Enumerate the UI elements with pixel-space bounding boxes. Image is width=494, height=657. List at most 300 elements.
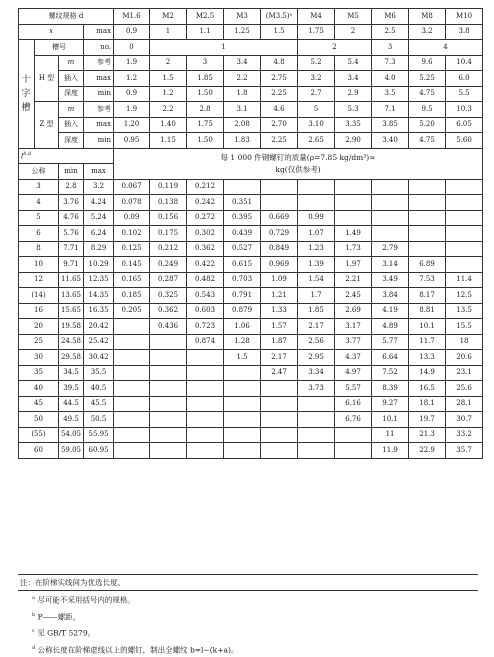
mass-value [224,443,261,459]
z-max-value: 2.08 [224,117,261,133]
size-header: M10 [446,9,483,25]
h-max-value: 1.85 [187,71,224,87]
pitch-value: 1.1 [187,24,224,40]
length-min-label: min [59,164,84,180]
mass-value: 6.76 [335,412,372,428]
z-max-value: 6.05 [446,117,483,133]
mass-value [298,396,335,412]
h-m-value: 5.4 [335,55,372,71]
length-min: 39.5 [59,381,84,397]
mass-value: 0.362 [150,303,187,319]
mass-value: 0.543 [187,288,224,304]
mass-value: 18.1 [409,396,446,412]
pitch-value: 0.9 [114,24,150,40]
nominal-length: 3 [19,179,59,195]
h-min-value: 0.9 [114,86,150,102]
nominal-length: 10 [19,257,59,273]
mass-value [150,427,187,443]
length-min: 54.05 [59,427,84,443]
mass-value: 1.97 [335,257,372,273]
nominal-length: (14) [19,288,59,304]
length-max: 14.35 [84,288,114,304]
mass-value: 0.439 [224,226,261,242]
mass-value: 3.49 [372,272,409,288]
length-min: 2.8 [59,179,84,195]
mass-value: 0.119 [150,179,187,195]
min-label: min [84,86,114,102]
length-row [19,195,483,211]
mass-value: 1.07 [298,226,335,242]
recess-number: 3 [372,40,409,56]
mass-value: 19.7 [409,412,446,428]
length-row [19,427,483,443]
nominal-length: 25 [19,334,59,350]
h-m-value: 7.3 [372,55,409,71]
z-min-value: 0.95 [114,133,150,149]
mass-value: 11.9 [372,443,409,459]
z-min-value: 2.65 [298,133,335,149]
mass-value: 2.47 [261,365,298,381]
mass-value: 13.5 [446,303,483,319]
mass-value: 0.212 [187,179,224,195]
mass-value: 6.16 [335,396,372,412]
z-m-row [19,102,483,118]
mass-value: 0.729 [261,226,298,242]
mass-value: 5.57 [335,381,372,397]
recess-number: 1 [150,40,298,56]
size-header: (M3.5)ᵃ [261,9,298,25]
mass-value: 0.145 [114,257,150,273]
h-min-value: 5.5 [446,86,483,102]
mass-value: 23.1 [446,365,483,381]
mass-value: 0.325 [150,288,187,304]
note-d-text: 公称长度在阶梯虚线以上的螺钉，制出全螺纹 b=l−(k+a)。 [38,645,239,654]
size-header: M3 [224,9,261,25]
mass-value [409,226,446,242]
mass-value [187,350,224,366]
mass-value [224,365,261,381]
pitch-value: 1.25 [224,24,261,40]
nominal-length: 8 [19,241,59,257]
length-max: 30.42 [84,350,114,366]
length-row [19,210,483,226]
h-m-value: 3 [187,55,224,71]
recess-no-sub: no. [84,40,114,56]
z-m-value: 2.8 [187,102,224,118]
mass-value [114,350,150,366]
notes-section [18,575,478,657]
length-row [19,257,483,273]
length-row [19,272,483,288]
mass-value: 0.272 [187,210,224,226]
length-max: 25.42 [84,334,114,350]
z-min-value: 1.83 [224,133,261,149]
mass-value [372,195,409,211]
h-m-value: 1.9 [114,55,150,71]
mass-value: 1.7 [298,288,335,304]
h-max-value: 2.75 [261,71,298,87]
mass-unit-text: kg(仅供参考) [114,164,482,176]
length-row [19,365,483,381]
mass-value: 11.4 [446,272,483,288]
h-min-value: 2.9 [335,86,372,102]
pitch-value: 3.8 [446,24,483,40]
z-type-label: Z 型 [35,102,59,149]
mass-value: 2.69 [335,303,372,319]
mass-value [150,350,187,366]
insert-label: 插入 [59,117,84,133]
mass-value: 0.351 [224,195,261,211]
z-max-value: 5.20 [409,117,446,133]
mass-value: 0.791 [224,288,261,304]
mass-value [409,210,446,226]
h-m-value: 2 [150,55,187,71]
mass-value: 1.06 [224,319,261,335]
length-row [19,350,483,366]
z-m-value: 10.3 [446,102,483,118]
mass-value: 0.879 [224,303,261,319]
h-type-label: H 型 [35,55,59,102]
length-min: 44.5 [59,396,84,412]
mass-value [224,427,261,443]
mass-value [372,226,409,242]
size-header: M5 [335,9,372,25]
mass-value: 0.969 [261,257,298,273]
mass-value: 20.6 [446,350,483,366]
mass-value [335,443,372,459]
note-a-text: 尽可能不采用括号内的规格。 [37,596,135,605]
mass-value: 0.102 [114,226,150,242]
mass-value [114,319,150,335]
mass-value: 2.79 [372,241,409,257]
mass-value: 1.85 [298,303,335,319]
z-m-value: 1.9 [114,102,150,118]
mass-value [372,179,409,195]
mass-value [298,179,335,195]
mass-value: 0.703 [224,272,261,288]
mass-value: 3.84 [372,288,409,304]
h-min-value: 1.8 [224,86,261,102]
ref-label: 参考 [84,55,114,71]
mass-value: 0.615 [224,257,261,273]
max-label: max [84,71,114,87]
mass-value: 0.175 [150,226,187,242]
mass-value [187,381,224,397]
length-max: 4.24 [84,195,114,211]
mass-value: 1.28 [224,334,261,350]
z-max-value: 2.70 [261,117,298,133]
mass-value [409,179,446,195]
note-c [18,624,478,641]
h-min-value: 2.25 [261,86,298,102]
mass-value: 0.156 [150,210,187,226]
mass-value [224,396,261,412]
h-max-value: 1.2 [114,71,150,87]
z-m-value: 5 [298,102,335,118]
spec-table-page [18,8,478,459]
mass-value: 0.242 [187,195,224,211]
mass-value: 22.9 [409,443,446,459]
mass-value: 4.97 [335,365,372,381]
mass-value: 2.17 [261,350,298,366]
mass-value [446,179,483,195]
table-body [19,9,483,459]
mass-value: 30.7 [446,412,483,428]
length-min: 4.76 [59,210,84,226]
mass-value: 0.362 [187,241,224,257]
z-min-value: 2.25 [261,133,298,149]
length-min: 5.76 [59,226,84,242]
mass-value: 8.39 [372,381,409,397]
note-b-text: P——螺距。 [38,612,81,621]
z-min-row [19,133,483,149]
mass-value: 1.57 [261,319,298,335]
mass-value: 21.3 [409,427,446,443]
length-min: 11.65 [59,272,84,288]
mass-value [114,381,150,397]
mass-value: 0.302 [187,226,224,242]
recess-group-label: 十字槽 [19,40,35,149]
mass-value: 2.56 [298,334,335,350]
pitch-value: 2.5 [372,24,409,40]
mass-value [409,241,446,257]
h-max-value: 2.2 [224,71,261,87]
length-max: 55.95 [84,427,114,443]
mass-value [335,195,372,211]
length-min: 7.71 [59,241,84,257]
length-max: 3.2 [84,179,114,195]
h-max-value: 1.5 [150,71,187,87]
note-c-mark: c [32,628,35,634]
mass-value: 15.5 [446,319,483,335]
length-max: 60.95 [84,443,114,459]
mass-value: 11 [372,427,409,443]
h-m-row [19,55,483,71]
mass-value: 5.77 [372,334,409,350]
note-b-mark: b [32,612,35,618]
length-max: 50.5 [84,412,114,428]
mass-value [261,179,298,195]
mass-value: 11.7 [409,334,446,350]
mass-value: 8.17 [409,288,446,304]
nominal-length: 20 [19,319,59,335]
z-min-value: 1.15 [150,133,187,149]
mass-value [187,412,224,428]
length-row [19,226,483,242]
note-d-mark: d [32,645,35,651]
mass-value: 4.37 [335,350,372,366]
length-min: 13.65 [59,288,84,304]
mass-value: 0.078 [114,195,150,211]
z-max-value: 3.35 [335,117,372,133]
mass-value [114,427,150,443]
mass-value: 10.1 [372,412,409,428]
size-header: M8 [409,9,446,25]
mass-value: 0.09 [114,210,150,226]
mass-value [150,334,187,350]
l-sup: b,d [23,151,31,157]
size-header: M1.6 [114,9,150,25]
nominal-length: 50 [19,412,59,428]
h-min-row [19,86,483,102]
nominal-length: 4 [19,195,59,211]
length-min: 29.58 [59,350,84,366]
mass-value: 13.3 [409,350,446,366]
mass-value [261,396,298,412]
length-max: 12.35 [84,272,114,288]
mass-value: 6.64 [372,350,409,366]
mass-value: 16.5 [409,381,446,397]
z-max-value: 1.40 [150,117,187,133]
mass-value [150,381,187,397]
size-header: M4 [298,9,335,25]
pitch-value: 3.2 [409,24,446,40]
mass-value [114,443,150,459]
h-max-row [19,71,483,87]
pitch-value: 1 [150,24,187,40]
length-max: 40.5 [84,381,114,397]
length-row [19,396,483,412]
z-m-value: 7.1 [372,102,409,118]
h-m-value: 3.4 [224,55,261,71]
nominal-label: 公称 [19,164,59,180]
z-max-value: 3.85 [372,117,409,133]
z-m-value: 4.6 [261,102,298,118]
mass-value: 0.205 [114,303,150,319]
m-symbol: m [59,102,84,118]
mass-value [446,226,483,242]
mass-value [187,443,224,459]
mass-value [298,427,335,443]
nominal-length: 60 [19,443,59,459]
z-min-value: 2.90 [335,133,372,149]
length-min: 59.05 [59,443,84,459]
mass-value [150,365,187,381]
mass-value: 0.287 [150,272,187,288]
length-min: 34.5 [59,365,84,381]
nominal-length: 35 [19,365,59,381]
z-min-value: 4.75 [409,133,446,149]
mass-value: 2.17 [298,319,335,335]
mass-value: 0.669 [261,210,298,226]
nominal-length: (55) [19,427,59,443]
mass-value [446,257,483,273]
h-max-value: 3.2 [298,71,335,87]
mass-value [261,195,298,211]
mass-value: 3.17 [335,319,372,335]
z-min-value: 5.60 [446,133,483,149]
nominal-length: 5 [19,210,59,226]
mass-value [150,443,187,459]
h-max-value: 6.0 [446,71,483,87]
nominal-length: 45 [19,396,59,412]
pitch-row [19,24,483,40]
z-min-value: 3.40 [372,133,409,149]
mass-value: 0.395 [224,210,261,226]
h-min-value: 2.7 [298,86,335,102]
mass-value: 2.21 [335,272,372,288]
mass-value: 1.09 [261,272,298,288]
mass-title-text: 每 1 000 件钢螺钉的质量(ρ=7.85 kg/dm³)≈ [114,152,482,164]
mass-value: 0.165 [114,272,150,288]
depth-label: 深度 [59,133,84,149]
mass-value: 0.249 [150,257,187,273]
recess-number: 4 [409,40,483,56]
length-row [19,412,483,428]
mass-value [150,396,187,412]
mass-value: 35.7 [446,443,483,459]
size-header: M2.5 [187,9,224,25]
max-label: max [84,117,114,133]
mass-value: 0.527 [224,241,261,257]
mass-value: 14.9 [409,365,446,381]
mass-value: 0.874 [187,334,224,350]
mass-value [224,381,261,397]
mass-value [409,195,446,211]
mass-value: 0.422 [187,257,224,273]
mass-value: 18 [446,334,483,350]
length-header-row [19,148,483,164]
mass-value [446,241,483,257]
mass-value: 2.45 [335,288,372,304]
pitch-limit: max [84,24,114,40]
mass-value [335,427,372,443]
length-row [19,179,483,195]
nominal-length: 6 [19,226,59,242]
pitch-value: 2 [335,24,372,40]
mass-value: 0.185 [114,288,150,304]
mass-value: 9.27 [372,396,409,412]
insert-label: 插入 [59,71,84,87]
mass-value: 4.89 [372,319,409,335]
z-m-value: 2.2 [150,102,187,118]
mass-value: 2.95 [298,350,335,366]
l-label: l [21,152,23,160]
length-min: 19.58 [59,319,84,335]
mass-value: 3.14 [372,257,409,273]
length-min: 24.58 [59,334,84,350]
mass-value: 0.125 [114,241,150,257]
mass-value [261,443,298,459]
mass-value [224,179,261,195]
z-max-value: 1.20 [114,117,150,133]
mass-value: 1.33 [261,303,298,319]
mass-value [187,427,224,443]
size-header: M6 [372,9,409,25]
h-min-value: 1.2 [150,86,187,102]
z-min-value: 1.50 [187,133,224,149]
note-c-text: 见 GB/T 5279。 [37,629,95,638]
length-row [19,381,483,397]
length-max: 16.35 [84,303,114,319]
mass-value: 1.54 [298,272,335,288]
recess-no-label: 槽号 [35,40,84,56]
mass-value: 0.99 [298,210,335,226]
length-max-label: max [84,164,114,180]
mass-value: 1.39 [298,257,335,273]
m-symbol: m [59,55,84,71]
nominal-length: 40 [19,381,59,397]
mass-value: 0.067 [114,179,150,195]
recess-number-row [19,40,483,56]
length-row [19,288,483,304]
mass-value: 8.81 [409,303,446,319]
mass-value: 1.23 [298,241,335,257]
length-row [19,443,483,459]
h-m-value: 9.6 [409,55,446,71]
pitch-symbol: x [19,24,84,40]
nominal-length: 16 [19,303,59,319]
